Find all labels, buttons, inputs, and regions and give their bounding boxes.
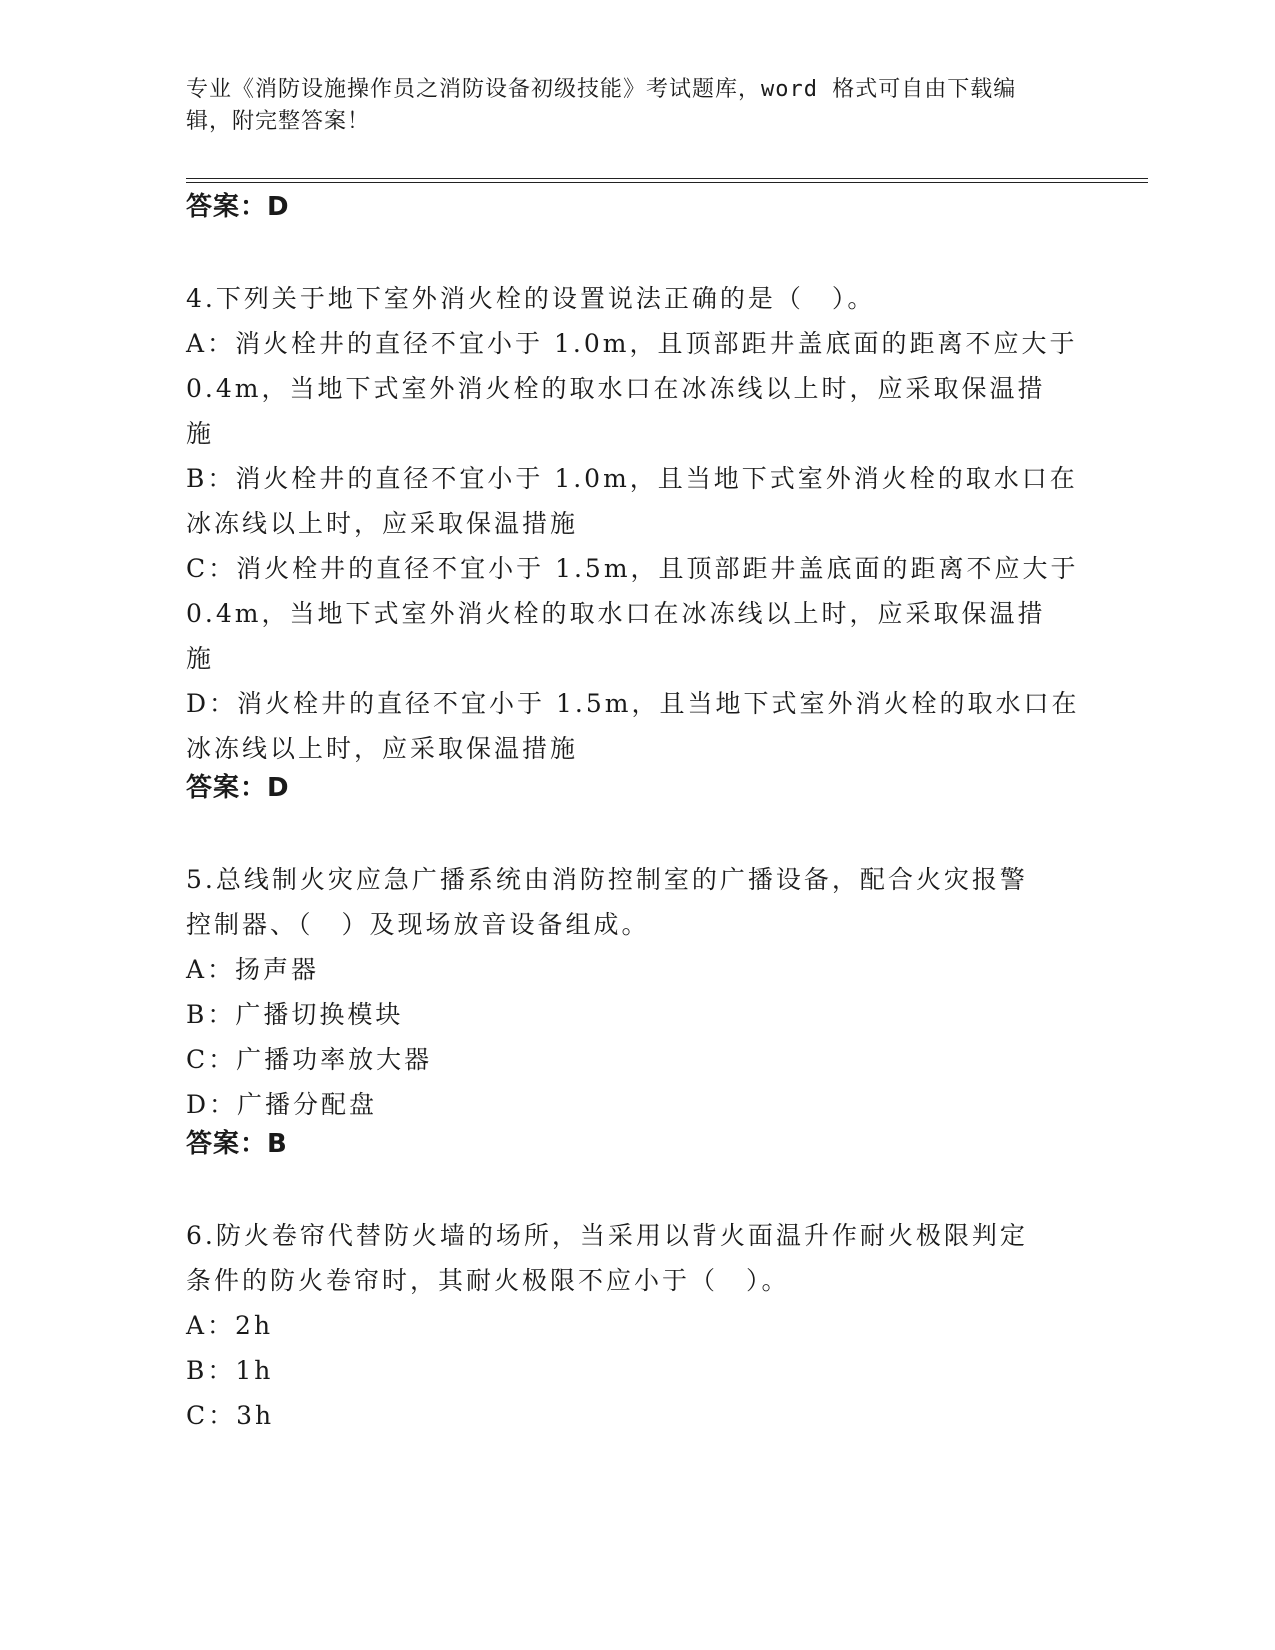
document-header: [186, 74, 1066, 138]
option-line: C：消火栓井的直径不宜小于 1.5m，且顶部距井盖底面的距离不应大于: [186, 554, 1079, 583]
option-b: [186, 456, 1086, 546]
option-b: [186, 992, 1086, 1037]
answer-line: 答案：D: [186, 773, 290, 803]
option-d: [186, 681, 1086, 771]
document-body: [186, 190, 1086, 1438]
option-a: [186, 1303, 1086, 1348]
option-line: B：1h: [186, 1356, 274, 1385]
question-stem: [186, 1213, 1086, 1303]
option-d: [186, 1082, 1086, 1127]
question-stem: [186, 857, 1086, 947]
option-c: [186, 1037, 1086, 1082]
option-b: [186, 1348, 1086, 1393]
option-line: A：扬声器: [186, 955, 320, 984]
option-line: 施: [186, 419, 215, 448]
option-a: [186, 947, 1086, 992]
question-5: [186, 857, 1086, 1169]
stem-line: 6.防火卷帘代替防火墙的场所，当采用以背火面温升作耐火极限判定: [186, 1221, 1028, 1250]
stem-line: 控制器、（ ）及现场放音设备组成。: [186, 910, 650, 939]
option-line: C：3h: [186, 1401, 275, 1430]
answer-line: 答案：D: [186, 192, 290, 222]
option-line: 冰冻线以上时，应采取保温措施: [186, 734, 579, 763]
option-line: B：广播切换模块: [186, 1000, 404, 1029]
stem-line: 5.总线制火灾应急广播系统由消防控制室的广播设备，配合火灾报警: [186, 865, 1028, 894]
question-stem: [186, 276, 1086, 321]
header-line: 辑，附完整答案！: [186, 109, 371, 134]
option-line: A：2h: [186, 1311, 274, 1340]
option-a: [186, 321, 1086, 456]
option-line: D：消火栓井的直径不宜小于 1.5m，且当地下式室外消火栓的取水口在: [186, 689, 1080, 718]
option-c: [186, 546, 1086, 681]
option-line: 冰冻线以上时，应采取保温措施: [186, 509, 579, 538]
option-line: 0.4m，当地下式室外消火栓的取水口在冰冻线以上时，应采取保温措: [186, 599, 1046, 628]
answer-line: 答案：B: [186, 1129, 288, 1159]
option-c: [186, 1393, 1086, 1438]
option-line: A：消火栓井的直径不宜小于 1.0m，且顶部距井盖底面的距离不应大于: [186, 329, 1078, 358]
option-line: C：广播功率放大器: [186, 1045, 433, 1074]
option-line: D：广播分配盘: [186, 1090, 378, 1119]
option-line: 施: [186, 644, 215, 673]
option-line: B：消火栓井的直径不宜小于 1.0m，且当地下式室外消火栓的取水口在: [186, 464, 1078, 493]
header-line: 专业《消防设施操作员之消防设备初级技能》考试题库，word 格式可自由下载编: [186, 77, 1017, 102]
question-4: [186, 276, 1086, 813]
stem-line: 4.下列关于地下室外消火栓的设置说法正确的是（ ）。: [186, 284, 876, 313]
question-6: [186, 1213, 1086, 1438]
stem-line: 条件的防火卷帘时，其耐火极限不应小于（ ）。: [186, 1266, 790, 1295]
header-divider: [186, 178, 1148, 183]
option-line: 0.4m，当地下式室外消火栓的取水口在冰冻线以上时，应采取保温措: [186, 374, 1046, 403]
